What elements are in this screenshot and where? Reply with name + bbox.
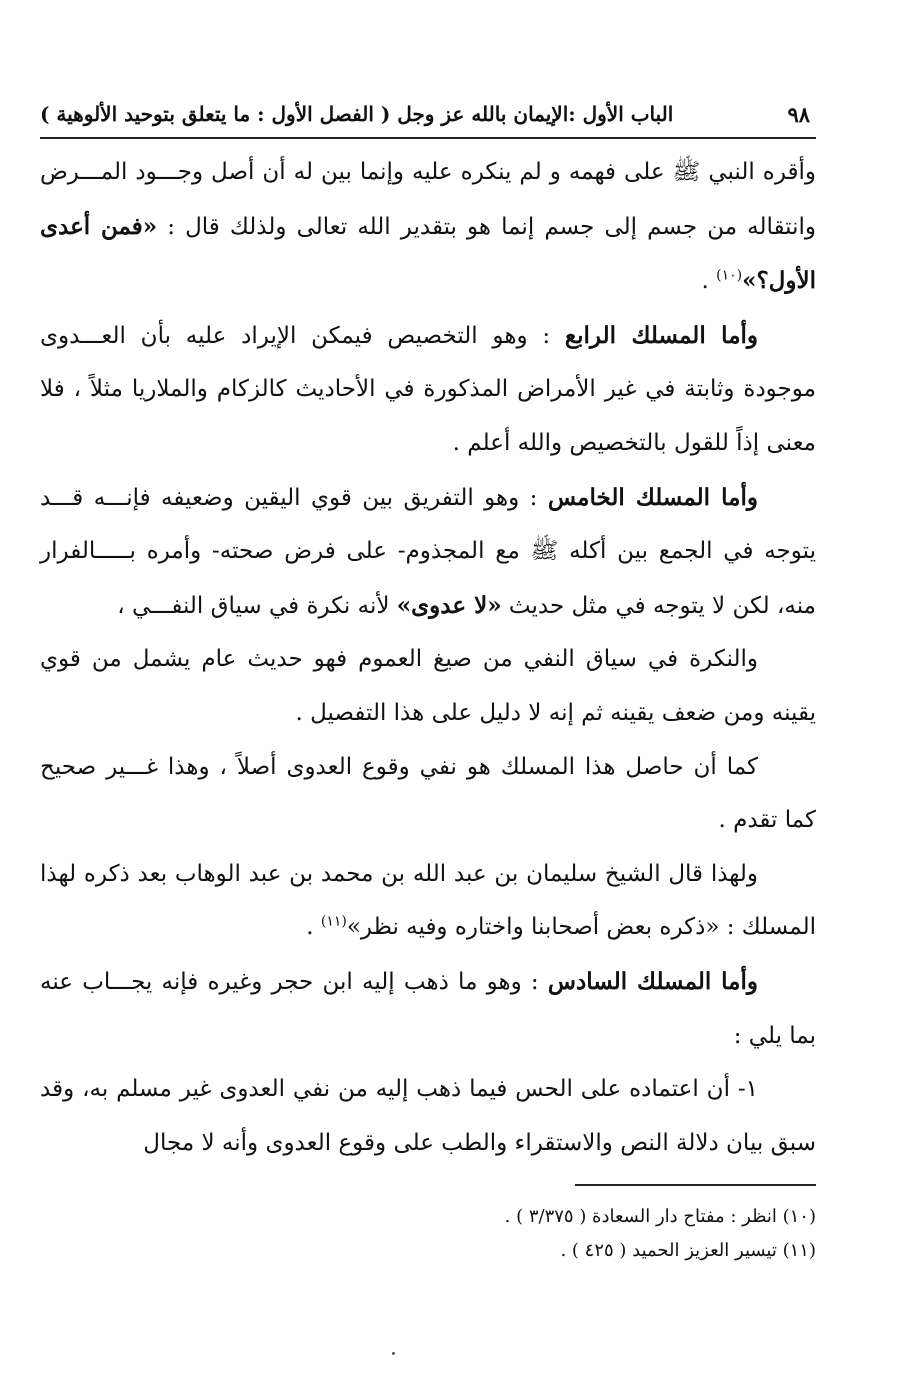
footnote-ref-10[interactable]: (١٠) [716, 267, 743, 284]
paragraph-4: والنكرة في سياق النفي من صيغ العموم فهو حديث عام يشمل من قوي يقينه ومن ضعف يقينه ثم إنه لا دليل على هذا التفصيل . [40, 646, 816, 726]
paragraph-3 [40, 471, 816, 634]
section-lead-sixth: وأما المسلك السادس [547, 967, 759, 995]
footnote-divider [575, 1184, 816, 1186]
paragraph-6-text: ولهذا قال الشيخ سليمان بن عبد الله بن محمد بن عبد الوهاب بعد ذكره لهذا المسلك : «ذكره بعض أصحابنا واختاره وفيه نظر» [40, 860, 816, 941]
paragraph-7-text: : وهو ما ذهب إليه ابن حجر وغيره فإنه يجـــاب عنه بما يلي : [40, 968, 816, 1049]
main-text [40, 146, 816, 1170]
footnote-11: (١١) تيسير العزيز الحميد ( ٤٢٥ ) . [560, 1240, 816, 1261]
page-number: ٩٨ [787, 102, 810, 127]
paragraph-3-text-after: لأنه نكرة في سياق النفـــي ، [117, 592, 397, 619]
footnote-10: (١٠) انظر : مفتاح دار السعادة ( ٣/٣٧٥ ) . [504, 1206, 816, 1227]
section-lead-fourth: وأما المسلك الرابع [564, 321, 759, 349]
paragraph-2 [40, 309, 816, 471]
paragraph-7 [40, 955, 816, 1063]
paragraph-6 [40, 848, 816, 955]
paragraph-6-end: . [306, 914, 321, 941]
paragraph-1-text: وأقره النبي ﷺ على فهمه و لم ينكره عليه وإنما بين له أن أصل وجـــود المـــرض وانتقاله من جسم إلى جسم إنما هو بتقدير الله تعالى ولذلك قال : [40, 159, 816, 240]
footnote-ref-11[interactable]: (١١) [320, 913, 347, 930]
scan-speck [392, 1352, 395, 1355]
paragraph-1-end: . [701, 268, 717, 295]
quote-la-adwa: «لا عدوى» [396, 591, 502, 619]
footnotes [40, 1200, 816, 1268]
header-divider [40, 137, 816, 139]
paragraph-5: كما أن حاصل هذا المسلك هو نفي وقوع العدوى أصلاً ، وهذا غـــير صحيح كما تقدم . [40, 753, 816, 834]
running-header [40, 96, 816, 136]
paragraph-8: ١- أن اعتماده على الحس فيما ذهب إليه من نفي العدوى غير مسلم به، وقد سبق بيان دلالة النص والاستقراء والطب على وقوع العدوى وأنه لا مجال [40, 1076, 816, 1156]
paragraph-3-text-before: : وهو التفريق بين قوي اليقين وضعيفه فإنـــه قـــد يتوجه في الجمع بين أكله ﷺ مع المجذوم- على فرض صحته- وأمره بـــــالفرار منه، لكن لا يتوجه في مثل حديث [40, 484, 816, 619]
paragraph-2-text: : وهو التخصيص فيمكن الإيراد عليه بأن العـــدوى موجودة وثابتة في غير الأمراض المذكورة في الأحاديث كالزكام والملاريا مثلاً ، فلا معنى إذاً للقول بالتخصيص والله أعلم . [40, 322, 816, 456]
quote-fa-man-ada: «فمن أعدى الأول؟» [40, 212, 816, 295]
section-lead-fifth: وأما المسلك الخامس [547, 483, 758, 511]
header-title: الباب الأول :الإيمان بالله عز وجل ( الفصل الأول : ما يتعلق بتوحيد الألوهية ) [40, 102, 674, 126]
paragraph-1 [40, 146, 816, 309]
